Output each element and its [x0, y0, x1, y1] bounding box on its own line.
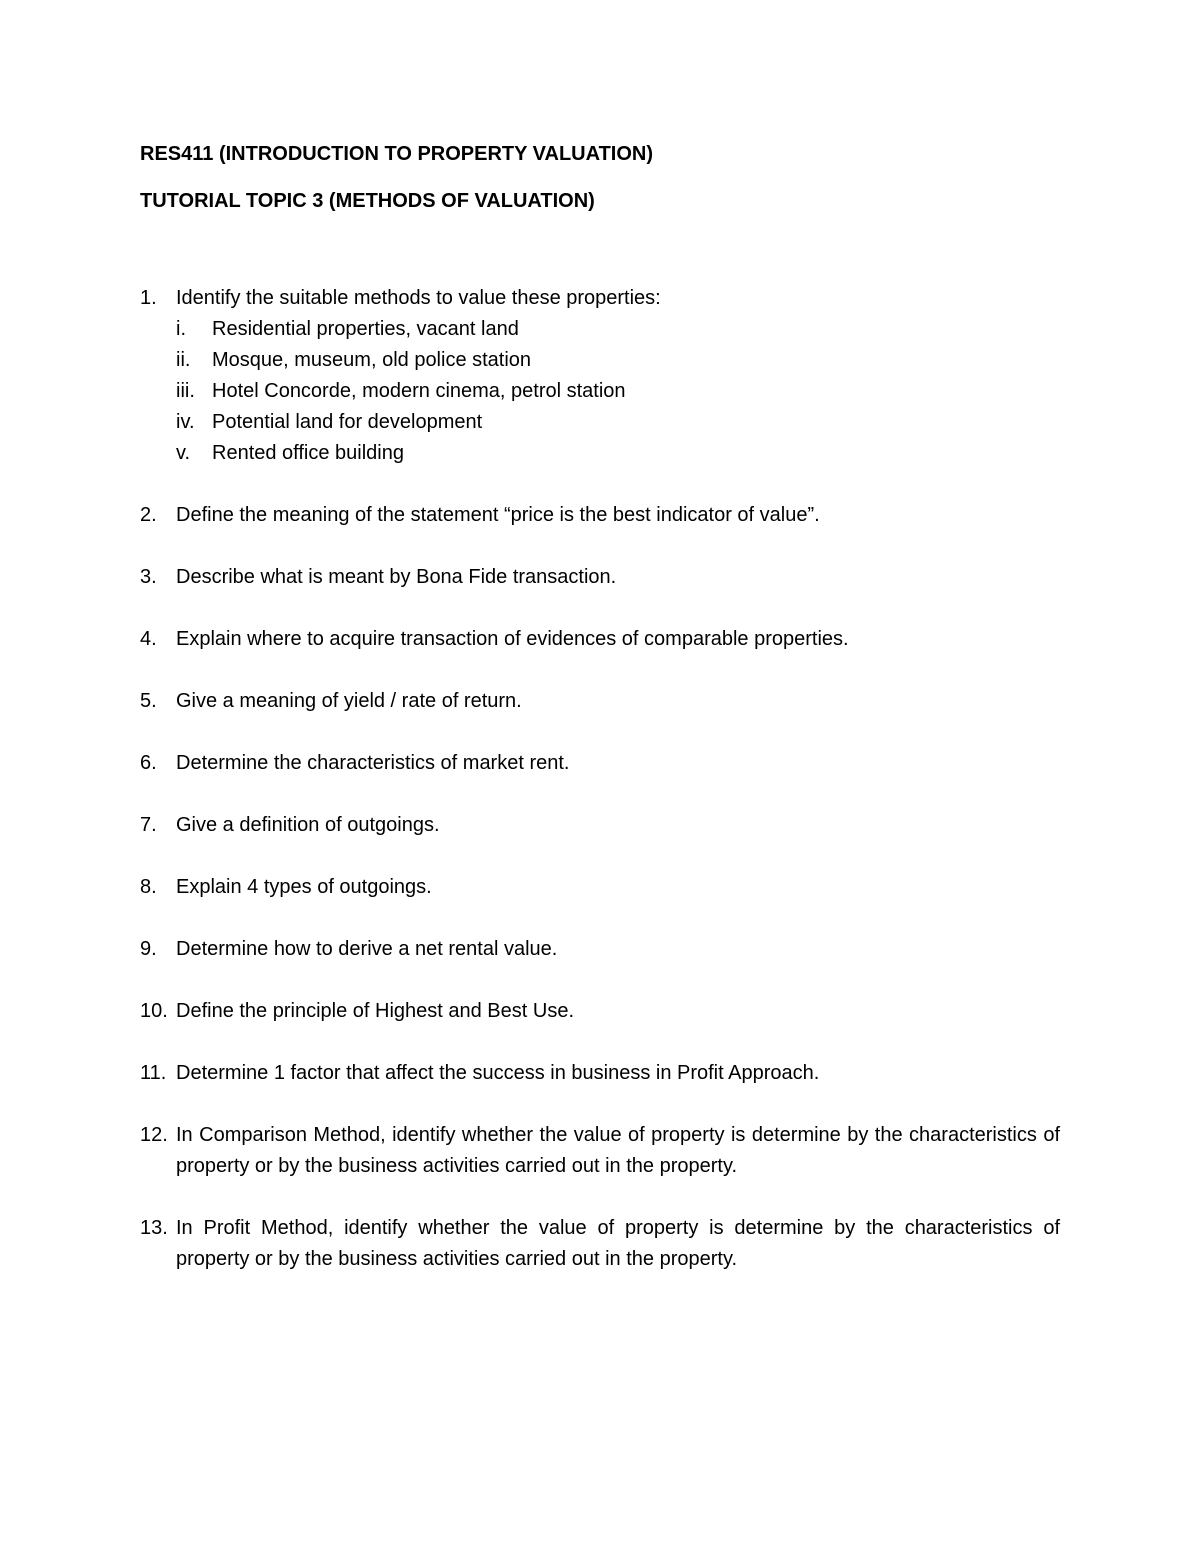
question-7	[140, 810, 1060, 841]
question-number: 4.	[140, 628, 157, 650]
question-number: 5.	[140, 690, 157, 712]
sub-item-text: Mosque, museum, old police station	[212, 349, 532, 371]
question-number: 10.	[140, 1000, 168, 1022]
question-list	[140, 283, 1060, 1306]
question-number: 12.	[140, 1124, 168, 1146]
sub-item-iv	[176, 407, 1060, 438]
question-text: Give a meaning of yield / rate of return.	[176, 690, 522, 712]
sub-item-iii	[176, 376, 1060, 407]
question-4	[140, 624, 1060, 655]
question-13	[140, 1213, 1060, 1275]
sub-question-list	[176, 314, 1060, 469]
question-12	[140, 1120, 1060, 1182]
question-text: Describe what is meant by Bona Fide transaction.	[176, 566, 617, 588]
document-title: RES411 (INTRODUCTION TO PROPERTY VALUATION)	[140, 143, 654, 165]
sub-item-text: Residential properties, vacant land	[212, 318, 519, 340]
sub-item-v	[176, 438, 1060, 469]
question-text: Explain 4 types of outgoings.	[176, 876, 432, 898]
question-number: 7.	[140, 814, 157, 836]
question-number: 13.	[140, 1217, 168, 1239]
question-5	[140, 686, 1060, 717]
sub-item-number: iii.	[176, 380, 195, 402]
sub-item-ii	[176, 345, 1060, 376]
sub-item-number: v.	[176, 442, 191, 464]
question-8	[140, 872, 1060, 903]
document-subtitle: TUTORIAL TOPIC 3 (METHODS OF VALUATION)	[140, 190, 595, 212]
question-text: Determine how to derive a net rental value.	[176, 938, 558, 960]
question-number: 3.	[140, 566, 157, 588]
question-text: Define the meaning of the statement “price is the best indicator of value”.	[176, 504, 820, 526]
question-number: 8.	[140, 876, 157, 898]
question-2	[140, 500, 1060, 531]
sub-item-number: ii.	[176, 349, 191, 371]
question-9	[140, 934, 1060, 965]
question-1	[140, 283, 1060, 469]
question-3	[140, 562, 1060, 593]
question-number: 9.	[140, 938, 157, 960]
sub-item-i	[176, 314, 1060, 345]
question-number: 2.	[140, 504, 157, 526]
question-text: In Comparison Method, identify whether the value of property is determine by the characteristics of property or by the business activities carried out in the property.	[176, 1124, 1060, 1177]
question-text: Explain where to acquire transaction of evidences of comparable properties.	[176, 628, 849, 650]
question-text: Give a definition of outgoings.	[176, 814, 440, 836]
question-text: Identify the suitable methods to value these properties:	[176, 287, 661, 309]
question-text: Determine the characteristics of market rent.	[176, 752, 570, 774]
question-10	[140, 996, 1060, 1027]
question-number: 11.	[140, 1062, 167, 1084]
sub-item-number: i.	[176, 318, 186, 340]
sub-item-text: Potential land for development	[212, 411, 483, 433]
sub-item-text: Rented office building	[212, 442, 404, 464]
question-text: Define the principle of Highest and Best Use.	[176, 1000, 574, 1022]
question-6	[140, 748, 1060, 779]
question-text: In Profit Method, identify whether the value of property is determine by the characteristics of property or by the business activities carried out in the property.	[176, 1217, 1060, 1270]
question-number: 1.	[140, 287, 157, 309]
question-text: Determine 1 factor that affect the success in business in Profit Approach.	[176, 1062, 820, 1084]
sub-item-number: iv.	[176, 411, 195, 433]
question-11	[140, 1058, 1060, 1089]
question-number: 6.	[140, 752, 157, 774]
sub-item-text: Hotel Concorde, modern cinema, petrol station	[212, 380, 626, 402]
